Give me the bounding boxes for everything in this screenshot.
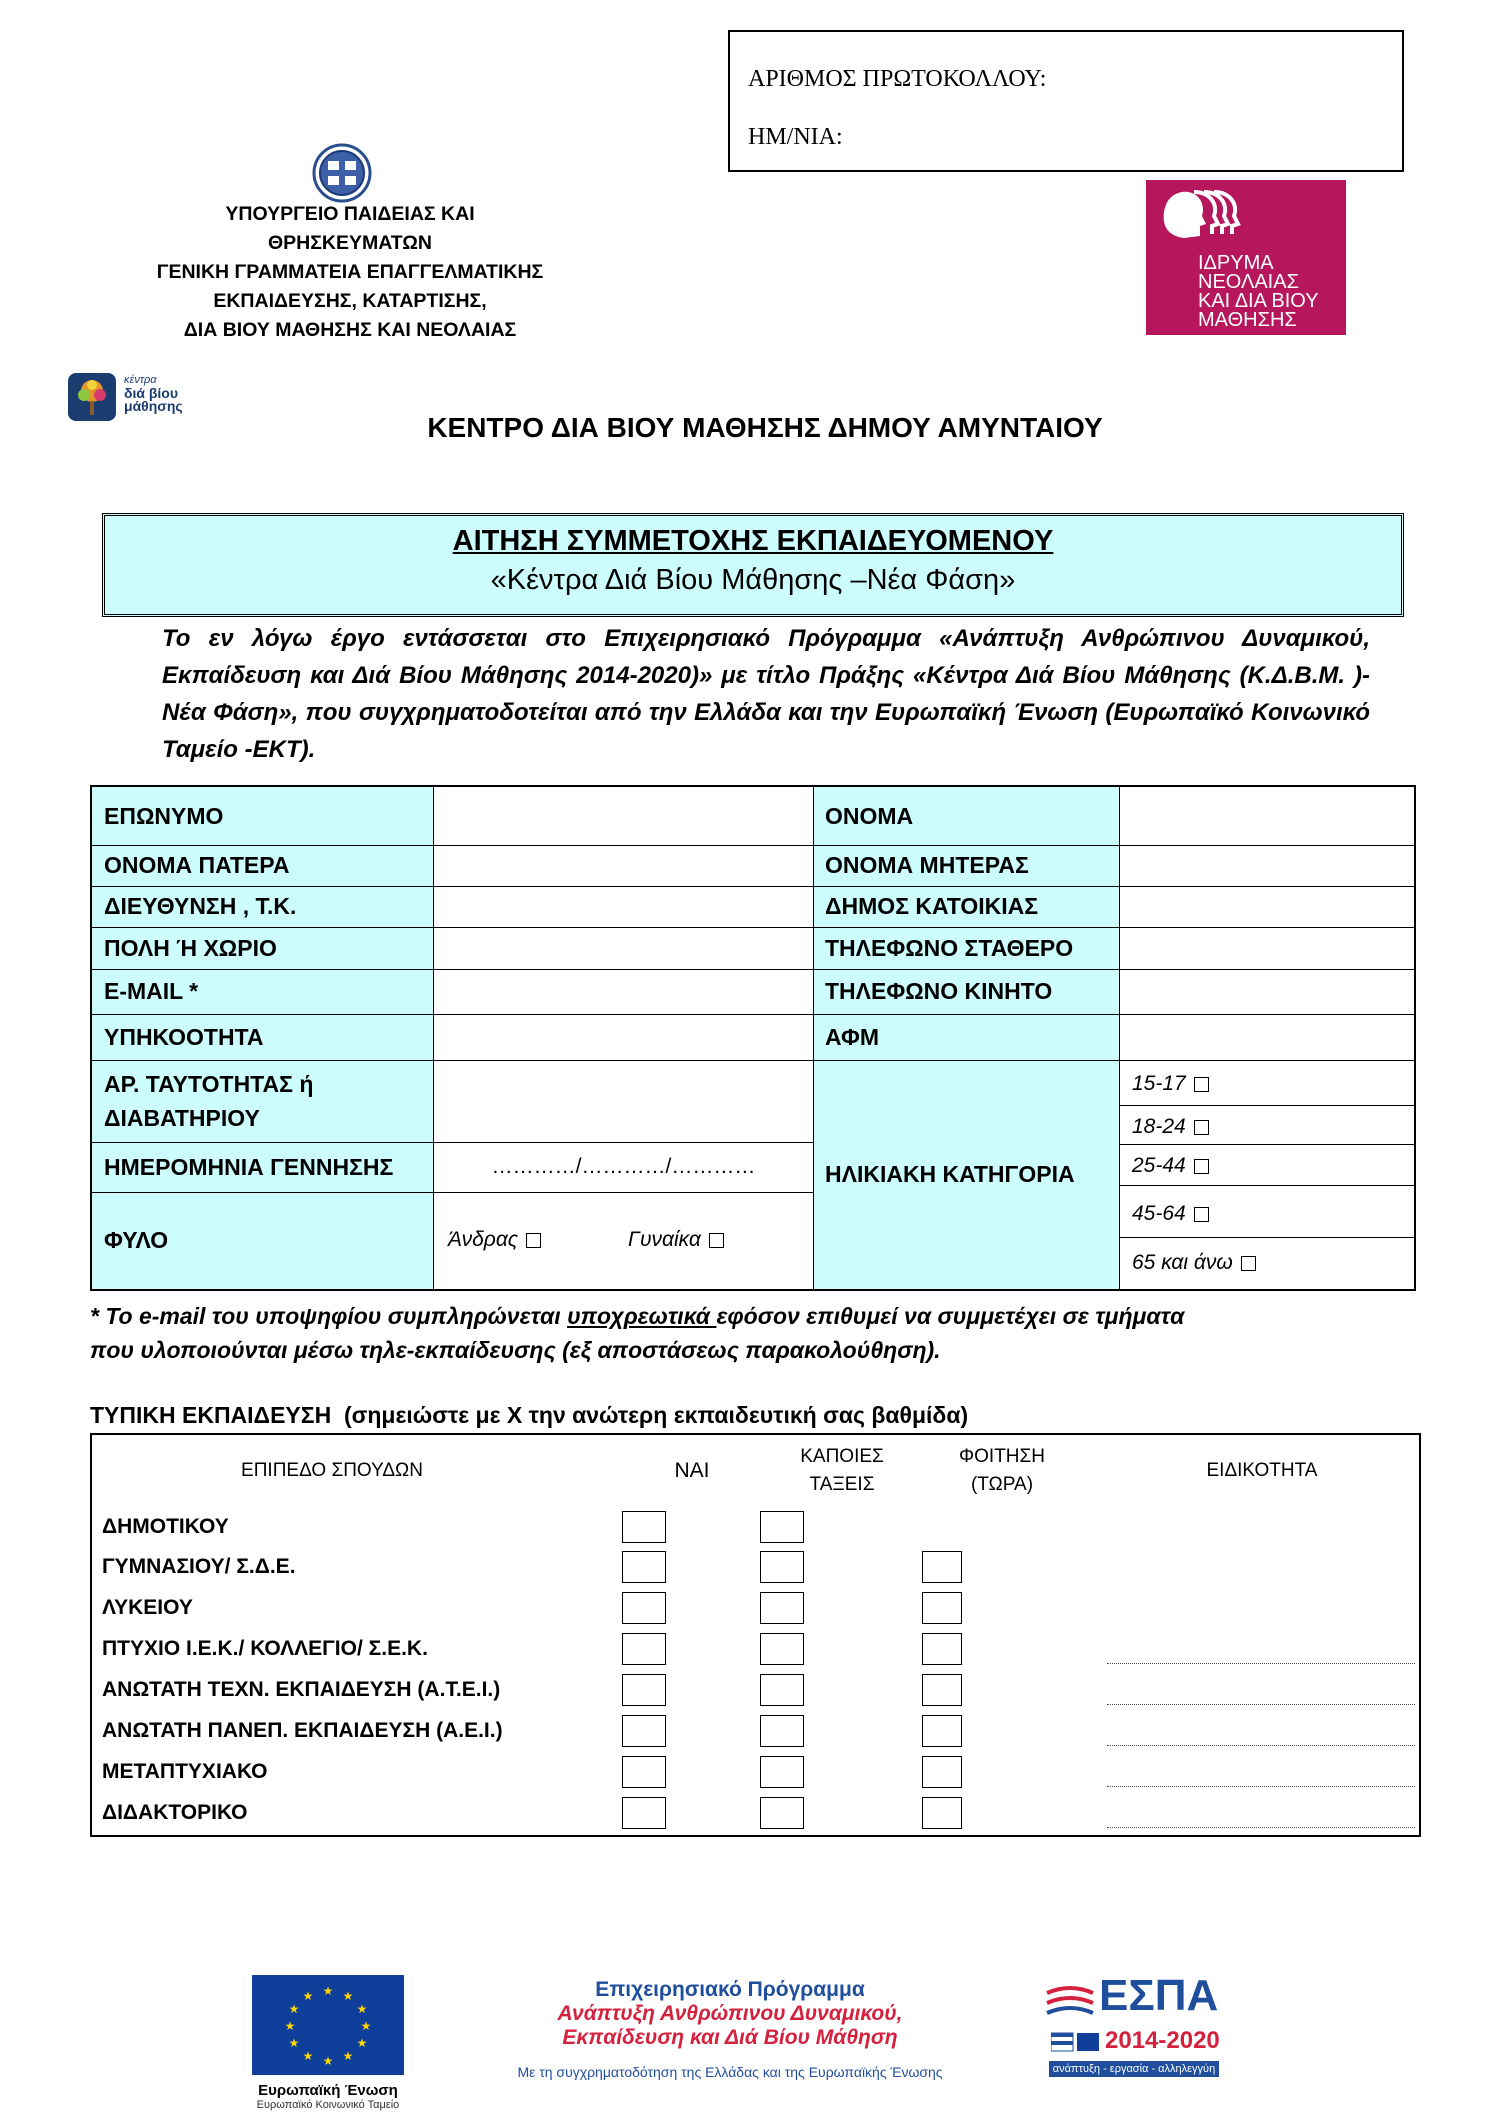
some-classes-checkbox[interactable]	[760, 1551, 804, 1583]
header-some-classes	[772, 1443, 912, 1499]
youth-foundation-logo	[1146, 180, 1346, 335]
op-line: Εκπαίδευση και Διά Βίου Μάθηση	[562, 2026, 898, 2049]
eu-flag-icon	[252, 1975, 404, 2075]
yes-checkbox[interactable]	[622, 1715, 666, 1747]
age-option-15-17[interactable]	[1132, 1072, 1209, 1096]
gender-label: ΦΥΛΟ	[104, 1227, 169, 1253]
surname-label: ΕΠΩΝΥΜΟ	[104, 802, 224, 829]
some-classes-checkbox[interactable]	[760, 1633, 804, 1665]
yes-checkbox[interactable]	[622, 1756, 666, 1788]
education-title-note: (σημειώστε με Χ την ανώτερη εκπαιδευτική σας βαθμίδα)	[343, 1402, 969, 1428]
kdvm-logo-line: κέντρα	[124, 374, 157, 386]
birthdate-label: ΗΜΕΡΟΜΗΝΙΑ ΓΕΝΝΗΣΗΣ	[104, 1153, 394, 1180]
specialty-field[interactable]	[1107, 1827, 1415, 1828]
email-field[interactable]	[434, 969, 813, 1014]
header-attend-line: (ΤΩΡΑ)	[970, 1474, 1034, 1495]
center-title: ΚΕΝΤΡΟ ΔΙΑ ΒΙΟΥ ΜΑΘΗΣΗΣ ΔΗΜΟΥ ΑΜΥΝΤΑΙΟΥ	[427, 412, 1103, 443]
header-attend-line: ΦΟΙΤΗΣΗ	[958, 1446, 1045, 1467]
education-row-label: ΠΤΥΧΙΟ Ι.Ε.Κ./ ΚΟΛΛΕΓΙΟ/ Σ.Ε.Κ.	[102, 1637, 428, 1660]
name-label: ΟΝΟΜΑ	[825, 802, 914, 829]
espa-waves-icon	[1045, 1983, 1095, 2019]
afm-label: ΑΦΜ	[825, 1023, 880, 1050]
kdvm-logo-line: μάθησης	[124, 398, 183, 414]
espa-years: 2014-2020	[1105, 2027, 1220, 2054]
intro-paragraph: Το εν λόγω έργο εντάσσεται στο Επιχειρησιακό Πρόγραμμα «Ανάπτυξη Ανθρώπινου Δυναμικού, Εκπαίδευση και Διά Βίου Μάθησης 2014-2020)» με τίτλο Πράξης «Κέντρα Διά Βίου Μάθησης (Κ.Δ.Β.Μ. )- Νέα Φάση», που συγχρηματοδοτείται από την Ελλάδα και την Ευρωπαϊκή Ένωση (Ευρωπαϊκό Κοινωνικό Ταμείο -ΕΚΤ).	[162, 625, 1370, 763]
education-row-label: ΓΥΜΝΑΣΙΟΥ/ Σ.Δ.Ε.	[102, 1555, 296, 1578]
attending-checkbox[interactable]	[922, 1715, 962, 1747]
op-line: Επιχειρησιακό Πρόγραμμα	[595, 1978, 865, 2001]
age-checkbox[interactable]	[1194, 1120, 1209, 1135]
education-row-label: ΔΙΔΑΚΤΟΡΙΚΟ	[102, 1801, 248, 1824]
espa-text: ΕΣΠΑ	[1099, 1971, 1219, 2020]
protocol-date-label: ΗΜ/ΝΙΑ:	[748, 124, 843, 150]
personal-data-table	[90, 785, 1416, 1291]
education-row-label: ΛΥΚΕΙΟΥ	[102, 1596, 193, 1619]
gender-male-label: Άνδρας	[448, 1228, 519, 1251]
svg-text:★: ★	[356, 2036, 368, 2050]
op-logo-text	[480, 1978, 980, 2080]
education-title-text: ΤΥΠΙΚΗ ΕΚΠΑΙΔΕΥΣΗ	[90, 1402, 332, 1428]
attending-checkbox[interactable]	[922, 1756, 962, 1788]
ministry-line: ΔΙΑ ΒΙΟΥ ΜΑΘΗΣΗΣ ΚΑΙ ΝΕΟΛΑΙΑΣ	[183, 319, 517, 341]
age-option-label: 65 και άνω	[1132, 1251, 1233, 1274]
attending-checkbox[interactable]	[922, 1633, 962, 1665]
youth-logo-line: ΙΔΡΥΜΑ	[1198, 252, 1274, 274]
svg-text:★: ★	[288, 2036, 300, 2050]
yes-checkbox[interactable]	[622, 1797, 666, 1829]
age-option-label: 25-44	[1132, 1154, 1186, 1177]
yes-checkbox[interactable]	[622, 1511, 666, 1543]
phone-label: ΤΗΛΕΦΩΝΟ ΣΤΑΘΕΡΟ	[825, 934, 1074, 961]
header-specialty: ΕΙΔΙΚΟΤΗΤΑ	[1206, 1460, 1318, 1481]
education-row-label: ΜΕΤΑΠΤΥΧΙΑΚΟ	[102, 1760, 268, 1783]
attending-checkbox[interactable]	[922, 1674, 962, 1706]
gender-female-option[interactable]	[628, 1228, 724, 1252]
age-category-label: ΗΛΙΚΙΑΚΗ ΚΑΤΗΓΟΡΙΑ	[825, 1161, 1075, 1187]
age-checkbox[interactable]	[1194, 1159, 1209, 1174]
id-number-label	[92, 1060, 433, 1142]
age-checkbox[interactable]	[1194, 1207, 1209, 1222]
svg-text:★: ★	[360, 2019, 372, 2033]
espa-tagline: ανάπτυξη - εργασία - αλληλεγγύη	[1049, 2061, 1219, 2077]
citizenship-field[interactable]	[434, 1014, 813, 1060]
mother-name-label: ΟΝΟΜΑ ΜΗΤΕΡΑΣ	[825, 852, 1029, 878]
attending-checkbox[interactable]	[922, 1797, 962, 1829]
svg-text:★: ★	[288, 2002, 300, 2016]
specialty-field[interactable]	[1107, 1786, 1415, 1787]
age-option-label: 45-64	[1132, 1202, 1186, 1225]
municipality-label: ΔΗΜΟΣ ΚΑΤΟΙΚΙΑΣ	[825, 893, 1039, 919]
form-subtitle: «Κέντρα Διά Βίου Μάθησης –Νέα Φάση»	[490, 564, 1016, 596]
youth-logo-line: ΝΕΟΛΑΙΑΣ	[1198, 271, 1299, 293]
header-some-line: ΚΑΠΟΙΕΣ	[800, 1446, 884, 1467]
greek-emblem-icon	[312, 143, 372, 203]
age-checkbox[interactable]	[1241, 1256, 1256, 1271]
age-option-45-64[interactable]	[1132, 1202, 1209, 1226]
op-line: Ανάπτυξη Ανθρώπινου Δυναμικού,	[557, 2002, 903, 2025]
ministry-line: ΘΡΗΣΚΕΥΜΑΤΩΝ	[267, 232, 433, 254]
eu-caption-line: Ευρωπαϊκή Ένωση	[258, 2082, 398, 2099]
education-row-label: ΑΝΩΤΑΤΗ ΠΑΝΕΠ. ΕΚΠΑΙΔΕΥΣΗ (Α.Ε.Ι.)	[102, 1719, 503, 1742]
svg-text:★: ★	[356, 2002, 368, 2016]
education-table	[90, 1433, 1421, 1837]
some-classes-checkbox[interactable]	[760, 1797, 804, 1829]
email-note-text: που υλοποιούνται μέσω τηλε-εκπαίδευσης (εξ αποστάσεως παρακολούθηση).	[90, 1337, 941, 1363]
svg-text:★: ★	[322, 2054, 334, 2068]
some-classes-checkbox[interactable]	[760, 1511, 804, 1543]
yes-checkbox[interactable]	[622, 1674, 666, 1706]
gender-female-checkbox[interactable]	[709, 1233, 724, 1248]
youth-logo-line: ΚΑΙ ΔΙΑ ΒΙΟΥ	[1198, 290, 1319, 312]
id-label-line: ΔΙΑΒΑΤΗΡΙΟΥ	[104, 1105, 260, 1131]
phone-field[interactable]	[1120, 927, 1416, 969]
age-option-label: 15-17	[1132, 1072, 1186, 1095]
education-row-label: ΔΗΜΟΤΙΚΟΥ	[102, 1515, 229, 1538]
age-option-18-24[interactable]	[1132, 1115, 1209, 1139]
specialty-field[interactable]	[1107, 1663, 1415, 1664]
mobile-label: ΤΗΛΕΦΩΝΟ ΚΙΝΗΤΟ	[825, 978, 1053, 1004]
header-attending	[932, 1443, 1072, 1499]
kdvm-logo-line: διά βίου	[124, 385, 179, 401]
email-note	[90, 1299, 1420, 1367]
age-option-label: 18-24	[1132, 1115, 1186, 1138]
faces-icon	[1154, 186, 1244, 248]
specialty-field[interactable]	[1107, 1704, 1415, 1705]
gender-female-label: Γυναίκα	[628, 1228, 701, 1251]
yes-checkbox[interactable]	[622, 1633, 666, 1665]
father-name-field[interactable]	[434, 845, 813, 886]
birthdate-field[interactable]: …………/…………/…………	[491, 1155, 756, 1178]
email-note-emphasis: υποχρεωτικά	[567, 1303, 717, 1329]
gender-male-option[interactable]	[448, 1228, 541, 1252]
age-option-65-plus[interactable]	[1132, 1251, 1256, 1275]
education-row-label: ΑΝΩΤΑΤΗ ΤΕΧΝ. ΕΚΠΑΙΔΕΥΣΗ (Α.Τ.Ε.Ι.)	[102, 1678, 501, 1701]
education-title	[90, 1402, 968, 1429]
some-classes-checkbox[interactable]	[760, 1674, 804, 1706]
email-note-text: εφόσον επιθυμεί να συμμετέχει σε τμήματα	[716, 1303, 1185, 1329]
mother-name-field[interactable]	[1120, 845, 1416, 886]
email-label: E-MAIL *	[104, 978, 199, 1004]
attending-checkbox[interactable]	[922, 1592, 962, 1624]
svg-text:★: ★	[342, 1989, 354, 2003]
youth-logo-line: ΜΑΘΗΣΗΣ	[1198, 309, 1297, 331]
city-field[interactable]	[434, 927, 813, 969]
gender-options	[434, 1192, 813, 1289]
municipality-field[interactable]	[1120, 886, 1416, 927]
ministry-header	[120, 200, 580, 345]
header-some-line: ΤΑΞΕΙΣ	[809, 1474, 875, 1495]
gender-male-checkbox[interactable]	[526, 1233, 541, 1248]
mobile-field[interactable]	[1120, 969, 1416, 1014]
kdvm-logo-text	[124, 374, 183, 413]
name-field[interactable]	[1120, 787, 1416, 845]
header-yes: ΝΑΙ	[674, 1459, 710, 1482]
op-line: Με τη συγχρηματοδότηση της Ελλάδας και της Ευρωπαϊκής Ένωσης	[517, 2064, 943, 2080]
eu-caption-line: Ευρωπαϊκό Κοινωνικό Ταμείο	[256, 2099, 400, 2111]
form-title-box	[102, 513, 1404, 617]
some-classes-checkbox[interactable]	[760, 1592, 804, 1624]
address-label: ΔΙΕΥΘΥΝΣΗ , Τ.Κ.	[104, 893, 297, 919]
father-name-label: ΟΝΟΜΑ ΠΑΤΕΡΑ	[104, 852, 290, 878]
some-classes-checkbox[interactable]	[760, 1715, 804, 1747]
svg-text:★: ★	[342, 2049, 354, 2063]
surname-field[interactable]	[434, 787, 813, 845]
svg-text:★: ★	[322, 1984, 334, 1998]
ministry-line: ΓΕΝΙΚΗ ΓΡΑΜΜΑΤΕΙΑ ΕΠΑΓΓΕΛΜΑΤΙΚΗΣ	[156, 261, 544, 283]
svg-text:★: ★	[284, 2019, 296, 2033]
protocol-number-label: ΑΡΙΘΜΟΣ ΠΡΩΤΟΚΟΛΛΟΥ:	[748, 66, 1047, 92]
ministry-line: ΕΚΠΑΙΔΕΥΣΗΣ, ΚΑΤΑΡΤΙΣΗΣ,	[213, 290, 487, 312]
svg-text:★: ★	[302, 1989, 314, 2003]
age-option-25-44[interactable]	[1132, 1154, 1209, 1178]
age-checkbox[interactable]	[1194, 1077, 1209, 1092]
protocol-box	[728, 30, 1404, 172]
citizenship-label: ΥΠΗΚΟΟΤΗΤΑ	[104, 1023, 264, 1050]
attending-checkbox[interactable]	[922, 1551, 962, 1583]
ministry-line: ΥΠΟΥΡΓΕΙΟ ΠΑΙΔΕΙΑΣ ΚΑΙ	[225, 203, 475, 225]
yes-checkbox[interactable]	[622, 1592, 666, 1624]
afm-field[interactable]	[1120, 1014, 1416, 1060]
svg-text:★: ★	[302, 2049, 314, 2063]
specialty-field[interactable]	[1107, 1745, 1415, 1746]
form-title: ΑΙΤΗΣΗ ΣΥΜΜΕΤΟΧΗΣ ΕΚΠΑΙΔΕΥΟΜΕΝΟΥ	[452, 525, 1054, 557]
espa-logo	[1045, 1971, 1225, 2085]
email-note-text: * Το e-mail του υποψηφίου συμπληρώνεται	[90, 1303, 568, 1329]
header-level: ΕΠΙΠΕΔΟ ΣΠΟΥΔΩΝ	[241, 1460, 423, 1481]
address-field[interactable]	[434, 886, 813, 927]
eu-caption	[230, 2082, 426, 2111]
flags-icon	[1051, 2031, 1101, 2055]
id-label-line: ΑΡ. ΤΑΥΤΟΤΗΤΑΣ ή	[104, 1071, 314, 1097]
yes-checkbox[interactable]	[622, 1551, 666, 1583]
city-label: ΠΟΛΗ Ή ΧΩΡΙΟ	[104, 934, 277, 961]
some-classes-checkbox[interactable]	[760, 1756, 804, 1788]
id-number-field[interactable]	[434, 1060, 813, 1142]
